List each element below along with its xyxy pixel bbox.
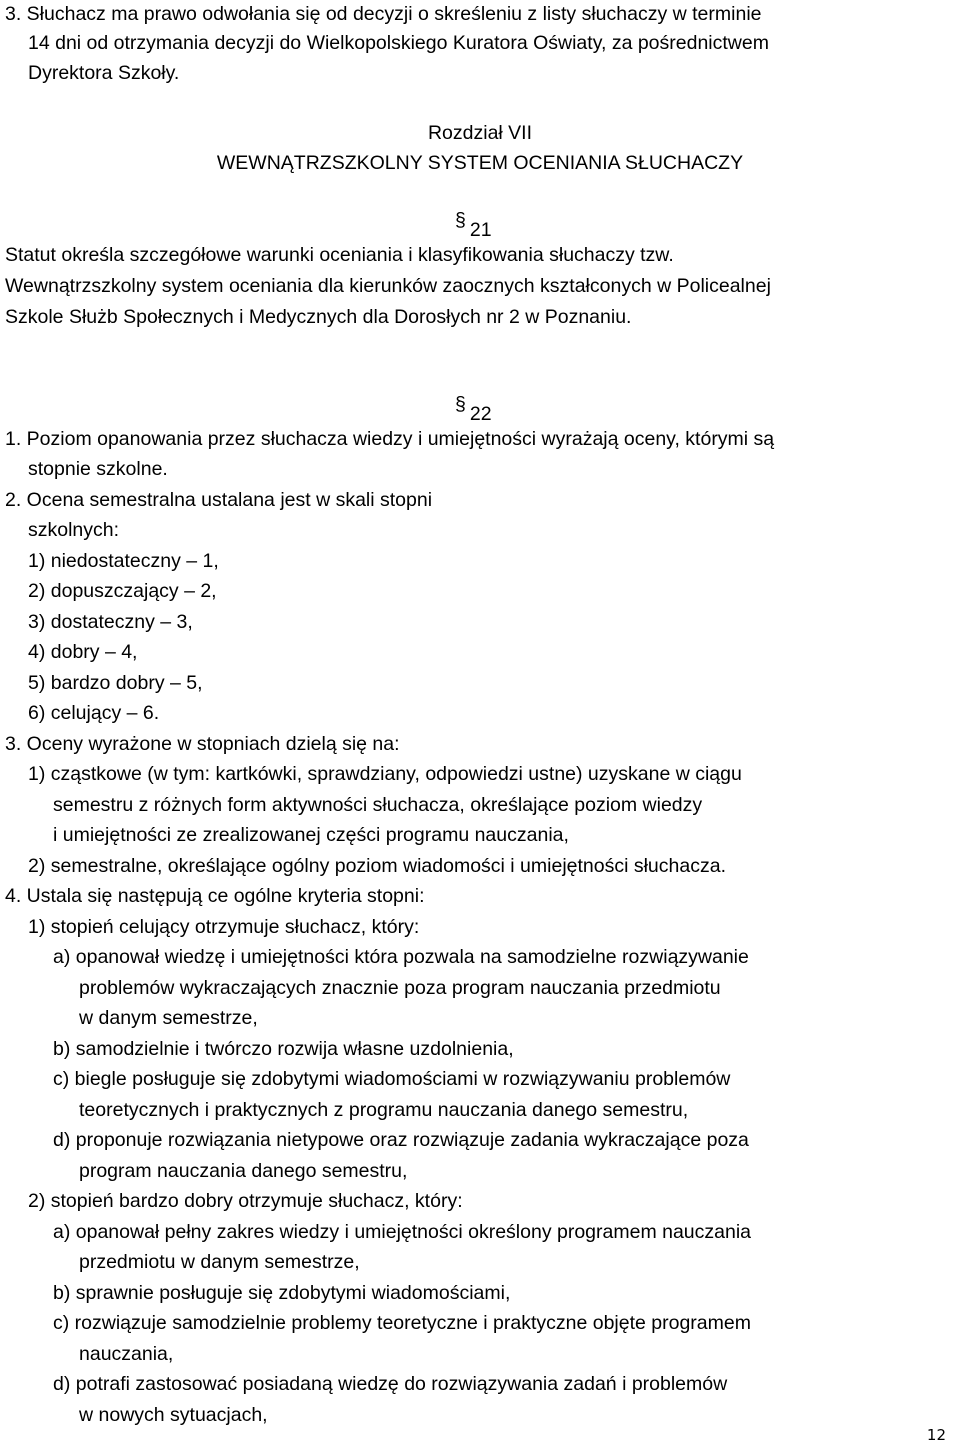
- grade-item: 2) dopuszczający – 2,: [28, 580, 217, 602]
- chapter-title: WEWNĄTRZSZKOLNY SYSTEM OCENIANIA SŁUCHACZY: [216, 152, 744, 174]
- section-21-heading: [455, 206, 492, 244]
- criteria-item: d) potrafi zastosować posiadaną wiedzę do rozwiązywania zadań i problemów: [53, 1373, 728, 1395]
- section-number: 22: [469, 403, 492, 425]
- chapter-number: Rozdział VII: [427, 122, 533, 144]
- section-22-heading: [455, 390, 492, 428]
- page-number: 12: [926, 1426, 946, 1444]
- section-symbol: §: [455, 393, 466, 415]
- intro-point-3-line-3: Dyrektora Szkoły.: [28, 62, 180, 84]
- criteria-item: w nowych sytuacjach,: [79, 1404, 268, 1426]
- grade-item: 3) dostateczny – 3,: [28, 611, 193, 633]
- section-22-line: i umiejętności ze zrealizowanej części programu nauczania,: [53, 824, 569, 846]
- section-22-line: 3. Oceny wyrażone w stopniach dzielą się na:: [5, 733, 400, 755]
- criteria-item: a) opanował pełny zakres wiedzy i umiejętności określony programem nauczania: [53, 1221, 752, 1243]
- grade-item: 1) niedostateczny – 1,: [28, 550, 219, 572]
- grade-item: 5) bardzo dobry – 5,: [28, 672, 203, 694]
- criteria-item: problemów wykraczających znacznie poza program nauczania przedmiotu: [79, 977, 721, 999]
- section-22-line: 1. Poziom opanowania przez słuchacza wiedzy i umiejętności wyrażają oceny, którymi są: [5, 428, 775, 450]
- criteria-item: b) samodzielnie i twórczo rozwija własne uzdolnienia,: [53, 1038, 514, 1060]
- criteria-item: b) sprawnie posługuje się zdobytymi wiadomościami,: [53, 1282, 511, 1304]
- section-symbol: §: [455, 209, 466, 231]
- criteria-item: d) proponuje rozwiązania nietypowe oraz rozwiązuje zadania wykraczające poza: [53, 1129, 749, 1151]
- section-21-line-2: Wewnątrzszkolny system oceniania dla kierunków zaocznych kształconych w Policealnej: [5, 275, 771, 297]
- section-22-line: 4. Ustala się następują ce ogólne kryteria stopni:: [5, 885, 425, 907]
- criteria-item: przedmiotu w danym semestrze,: [79, 1251, 360, 1273]
- section-21-line-3: Szkole Służb Społecznych i Medycznych dla Dorosłych nr 2 w Poznaniu.: [5, 306, 632, 328]
- criteria-item: c) biegle posługuje się zdobytymi wiadomościami w rozwiązywaniu problemów: [53, 1068, 731, 1090]
- intro-point-3-line-2: 14 dni od otrzymania decyzji do Wielkopolskiego Kuratora Oświaty, za pośrednictwem: [28, 32, 769, 54]
- grade-item: 6) celujący – 6.: [28, 702, 160, 724]
- criteria-item: a) opanował wiedzę i umiejętności która pozwala na samodzielne rozwiązywanie: [53, 946, 749, 968]
- intro-point-3-line-1: 3. Słuchacz ma prawo odwołania się od decyzji o skreśleniu z listy słuchaczy w terminie: [5, 3, 762, 25]
- section-22-line: szkolnych:: [28, 519, 120, 541]
- criteria-item: c) rozwiązuje samodzielnie problemy teoretyczne i praktyczne objęte programem: [53, 1312, 751, 1334]
- section-22-line: stopnie szkolne.: [28, 458, 168, 480]
- criteria-item: teoretycznych i praktycznych z programu nauczania danego semestru,: [79, 1099, 689, 1121]
- section-22-line: 1) stopień celujący otrzymuje słuchacz, który:: [28, 916, 420, 938]
- section-22-line: 2. Ocena semestralna ustalana jest w skali stopni: [5, 489, 433, 511]
- section-22-line: 2) stopień bardzo dobry otrzymuje słuchacz, który:: [28, 1190, 463, 1212]
- section-21-line-1: Statut określa szczegółowe warunki oceniania i klasyfikowania słuchaczy tzw.: [5, 244, 674, 266]
- grade-item: 4) dobry – 4,: [28, 641, 138, 663]
- section-22-line: 2) semestralne, określające ogólny poziom wiadomości i umiejętności słuchacza.: [28, 855, 726, 877]
- section-number: 21: [469, 219, 492, 241]
- criteria-item: w danym semestrze,: [79, 1007, 258, 1029]
- criteria-item: nauczania,: [79, 1343, 174, 1365]
- section-22-line: semestru z różnych form aktywności słuchacza, określające poziom wiedzy: [53, 794, 703, 816]
- criteria-item: program nauczania danego semestru,: [79, 1160, 408, 1182]
- section-22-line: 1) cząstkowe (w tym: kartkówki, sprawdziany, odpowiedzi ustne) uzyskane w ciągu: [28, 763, 742, 785]
